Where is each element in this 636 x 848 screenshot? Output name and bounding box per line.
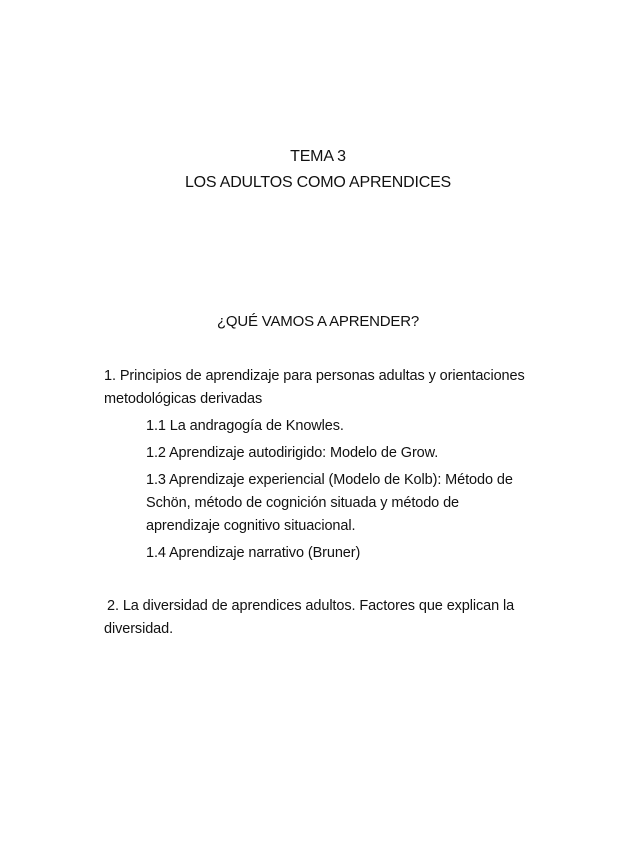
document-title: [0, 144, 636, 196]
content-list: [104, 365, 534, 641]
sublist-item-1-2: 1.2 Aprendizaje autodirigido: Modelo de Grow.: [146, 445, 439, 461]
list-item-1: 1. Principios de aprendizaje para personas adultas y orientaciones metodológicas derivadas: [104, 368, 525, 407]
title-line-1: TEMA 3: [290, 148, 346, 165]
section-heading: ¿QUÉ VAMOS A APRENDER?: [216, 313, 420, 330]
title-line-2: LOS ADULTOS COMO APRENDICES: [184, 174, 452, 191]
sublist-item-1-4: 1.4 Aprendizaje narrativo (Bruner): [146, 545, 361, 561]
sublist-item-1-3: 1.3 Aprendizaje experiencial (Modelo de Kolb): Método de Schön, método de cognición situada y método de aprendizaje cognitivo situacional.: [146, 472, 513, 534]
sublist-item-1-1: 1.1 La andragogía de Knowles.: [146, 418, 344, 434]
list-item-2: 2. La diversidad de aprendices adultos. Factores que explican la diversidad.: [104, 598, 515, 637]
sublist-1: [104, 415, 534, 565]
